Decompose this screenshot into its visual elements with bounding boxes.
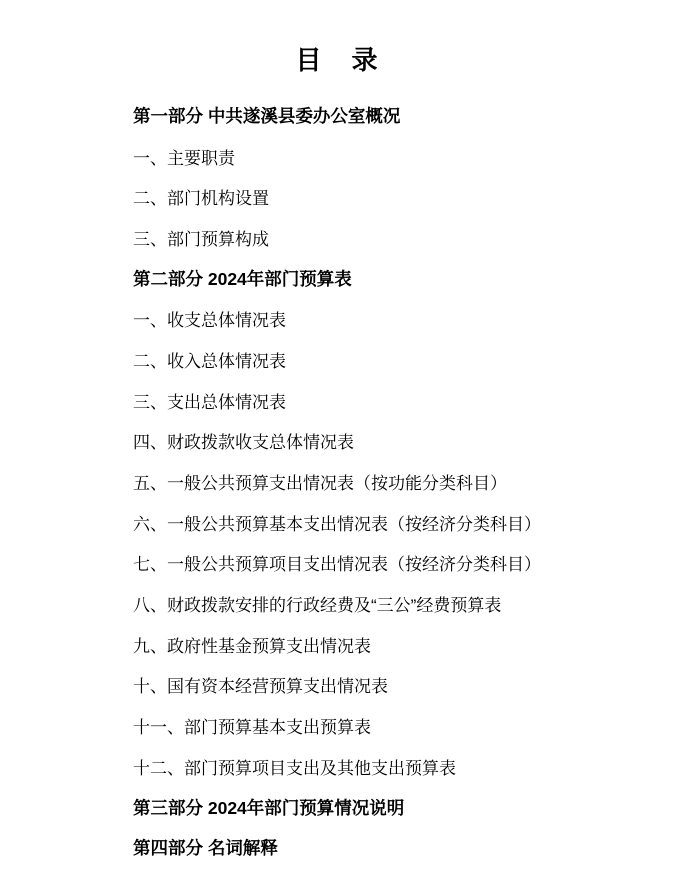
toc-item: 六、一般公共预算基本支出情况表（按经济分类科目） [133,514,541,534]
document-title: 目 录 [295,45,380,75]
toc-item: 十一、部门预算基本支出预算表 [133,718,371,738]
toc-item: 十二、部门预算项目支出及其他支出预算表 [133,758,456,778]
toc-item: 五、一般公共预算支出情况表（按功能分类科目） [133,474,507,494]
toc-item: 一、收支总体情况表 [133,311,286,331]
toc-item: 七、一般公共预算项目支出情况表（按经济分类科目） [133,555,541,575]
toc-item: 二、部门机构设置 [133,189,269,209]
toc-item: 十、国有资本经营预算支出情况表 [133,677,388,697]
toc-item: 三、支出总体情况表 [133,392,286,412]
toc-list [133,95,655,868]
toc-item: 四、财政拨款收支总体情况表 [133,433,354,453]
toc-item: 九、政府性基金预算支出情况表 [133,636,371,656]
toc-item: 一、主要职责 [133,148,235,168]
toc-heading: 第二部分 2024年部门预算表 [133,268,352,289]
toc-heading: 第四部分 名词解释 [133,838,278,859]
toc-heading: 第一部分 中共遂溪县委办公室概况 [133,105,401,126]
toc-item: 二、收入总体情况表 [133,351,286,371]
toc-item: 三、部门预算构成 [133,229,269,249]
toc-heading: 第三部分 2024年部门预算情况说明 [133,797,405,818]
toc-item: 八、财政拨款安排的行政经费及“三公”经费预算表 [133,596,502,616]
